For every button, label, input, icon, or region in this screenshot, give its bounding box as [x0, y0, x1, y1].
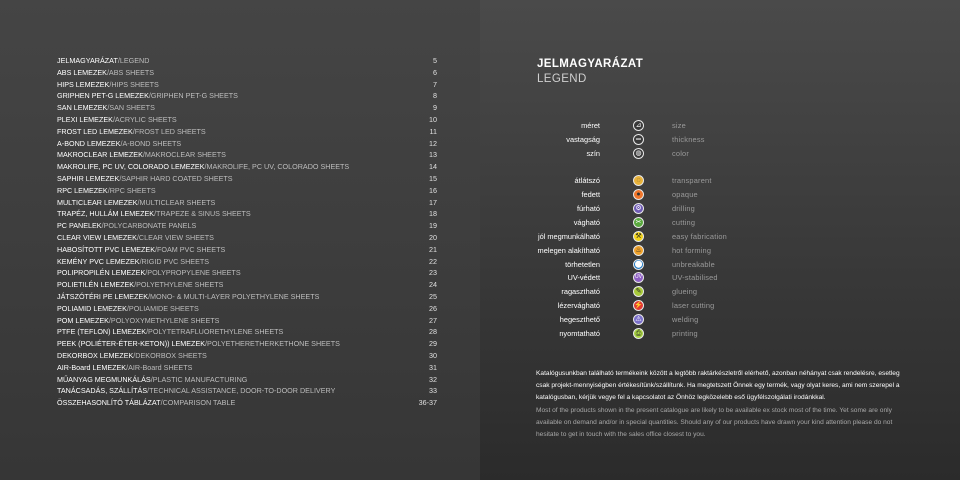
- toc-item-title-hu: POM LEMEZEK: [57, 315, 109, 325]
- legend-item: [480, 273, 960, 285]
- legend-item-label-en: printing: [672, 329, 698, 338]
- toc-item-title-en: /POLYCARBONATE PANELS: [101, 221, 197, 231]
- glue-icon: ✎: [633, 286, 644, 297]
- ruler-icon: ⊿: [633, 120, 644, 131]
- toc-item-title-hu: JÁTSZÓTÉRI PE LEMEZEK: [57, 291, 149, 301]
- toc-item-page: 5: [433, 56, 437, 65]
- toc-item-page: 36-37: [418, 398, 437, 408]
- toc-item-title-en: /AIR-Board SHEETS: [126, 362, 193, 372]
- legend-item-label-en: size: [672, 121, 686, 130]
- toc-item-title-hu: MAKROLIFE, PC UV, COLORADO LEMEZEK: [57, 162, 205, 172]
- toc-item[interactable]: [57, 174, 437, 186]
- legend-item: [480, 204, 960, 216]
- toc-item-title-en: /POLYETHERETHERKETHONE SHEETS: [205, 339, 340, 349]
- toc-item-page: 22: [429, 256, 437, 266]
- toc-item-title-en: /MULTICLEAR SHEETS: [137, 197, 216, 207]
- legend-item-label-en: unbreakable: [672, 260, 715, 269]
- toc-item-page: 31: [429, 362, 437, 372]
- legend-item-label-en: welding: [672, 315, 699, 324]
- toc-item-title: [57, 186, 156, 195]
- toc-item-title: [57, 245, 225, 254]
- toc-item-title: [57, 80, 159, 89]
- toc-item-title-hu: SAN LEMEZEK: [57, 103, 108, 113]
- toc-item-page: 20: [429, 232, 437, 242]
- toc-item-title-hu: CLEAR VIEW LEMEZEK: [57, 232, 137, 242]
- toc-item[interactable]: [57, 386, 437, 398]
- toc-item-title-hu: RPC LEMEZEK: [57, 185, 108, 195]
- toc-item-title: [57, 375, 247, 384]
- toc-item-title-hu: ÖSSZEHASONLÍTÓ TÁBLÁZAT: [57, 398, 161, 408]
- toc-item-title-hu: MŰANYAG MEGMUNKÁLÁS: [57, 374, 151, 384]
- toc-item-title-en: /SAPHIR HARD COATED SHEETS: [119, 173, 233, 183]
- toc-item-title-en: /ACRYLIC SHEETS: [112, 114, 177, 124]
- toc-item-title-hu: SAPHIR LEMEZEK: [57, 173, 120, 183]
- legend-item-label-en: laser cutting: [672, 301, 715, 310]
- welding-icon: ⚠: [633, 314, 644, 325]
- thickness-icon: ═: [633, 134, 644, 145]
- toc-item-title-hu: MAKROCLEAR LEMEZEK: [57, 150, 143, 160]
- toc-item-title-en: /DEKORBOX SHEETS: [133, 350, 207, 360]
- toc-item-page: 10: [429, 114, 437, 124]
- toc-item-page: 14: [429, 162, 437, 172]
- legend-subtitle: LEGEND: [537, 73, 587, 85]
- toc-item-title-hu: POLIPROPILÉN LEMEZEK: [57, 268, 146, 278]
- toc-item-title: [57, 150, 226, 159]
- legend-item-label-hu: nyomtatható: [559, 329, 600, 338]
- toc-item-page: 12: [429, 138, 437, 148]
- toc-item-page: 28: [429, 327, 437, 337]
- toc-item-page: 18: [429, 209, 437, 219]
- toc-item-title-en: /MAKROCLEAR SHEETS: [142, 150, 226, 160]
- toc-item-title-en: /MAKROLIFE, PC UV, COLORADO SHEETS: [204, 162, 350, 172]
- toc-item[interactable]: [57, 127, 437, 139]
- toc-item[interactable]: [57, 150, 437, 162]
- toc-item[interactable]: [57, 292, 437, 304]
- opaque-icon: ●: [633, 189, 644, 200]
- toc-item-title-en: /RIGID PVC SHEETS: [139, 256, 210, 266]
- toc-item-page: 19: [429, 221, 437, 231]
- toc-item[interactable]: [57, 198, 437, 210]
- toc-item[interactable]: [57, 162, 437, 174]
- toc-item-page: 25: [429, 291, 437, 301]
- toc-item[interactable]: [57, 268, 437, 280]
- toc-item-title-en: /LEGEND: [117, 56, 150, 65]
- legend-item: [480, 176, 960, 188]
- toc-item[interactable]: [57, 316, 437, 328]
- transparent-icon: ◌: [633, 175, 644, 186]
- legend-item: [480, 287, 960, 299]
- toc-item[interactable]: [57, 186, 437, 198]
- toc-item-title-en: /HIPS SHEETS: [109, 79, 159, 89]
- toc-item[interactable]: [57, 80, 437, 92]
- legend-item: [480, 315, 960, 327]
- legend-item-label-hu: vágható: [573, 218, 600, 227]
- toc-item-title-en: /MONO- & MULTI-LAYER POLYETHYLENE SHEETS: [148, 291, 320, 301]
- laser-icon: ⚡: [634, 302, 643, 309]
- legend-item-label-en: opaque: [672, 190, 698, 199]
- toc-item-title-en: /SAN SHEETS: [107, 103, 155, 113]
- toc-item-title-en: /POLIAMIDE SHEETS: [126, 303, 199, 313]
- toc-item[interactable]: [57, 304, 437, 316]
- legend-item: [480, 246, 960, 258]
- toc-item-title-en: /POLYTETRAFLUORETHYLENE SHEETS: [146, 327, 284, 337]
- toc-item-title-hu: FROST LED LEMEZEK: [57, 126, 133, 136]
- legend-item-label-en: cutting: [672, 218, 696, 227]
- legend-item: [480, 218, 960, 230]
- toc-item-title: [57, 56, 149, 65]
- toc-item-page: 11: [429, 126, 437, 136]
- toc-item-page: 8: [433, 91, 437, 101]
- toc-item-title-en: /CLEAR VIEW SHEETS: [136, 232, 214, 242]
- toc-item-title-hu: KEMÉNY PVC LEMEZEK: [57, 256, 140, 266]
- table-of-contents: [57, 56, 437, 410]
- toc-item-title-hu: PC PANELEK: [57, 221, 102, 231]
- legend-item-label-en: color: [672, 149, 690, 158]
- toc-item-title-hu: TRAPÉZ, HULLÁM LEMEZEK: [57, 209, 155, 219]
- legend-item: [480, 329, 960, 341]
- legend-item-label-hu: jól megmunkálható: [537, 232, 600, 241]
- saw-icon: ✂: [633, 217, 644, 228]
- toc-item-title-en: /POLYETHYLENE SHEETS: [134, 280, 224, 290]
- toc-item-title: [57, 339, 340, 348]
- legend-item-label-hu: vastagság: [566, 135, 600, 144]
- availability-note-en: Most of the products shown in the present catalogue are likely to be available ex stock most of the time. Yet some are only available on demand and/or in special quantities. Should any of our products have drawn your kind attention please do not hesitate to get in touch with the sales office closest to you.: [536, 407, 893, 438]
- toc-item-title-en: /PLASTIC MANUFACTURING: [150, 374, 248, 384]
- legend-item-label-hu: törhetetlen: [565, 260, 600, 269]
- toc-item[interactable]: [57, 327, 437, 339]
- toc-item-title-en: /TECHNICAL ASSISTANCE, DOOR-TO-DOOR DELIVERY: [147, 386, 336, 396]
- toc-item[interactable]: [57, 257, 437, 269]
- tools-icon: ⚒: [633, 231, 644, 242]
- toc-item[interactable]: [57, 56, 437, 68]
- toc-item-title-en: /FROST LED SHEETS: [132, 126, 206, 136]
- toc-item-title: [57, 139, 181, 148]
- toc-item[interactable]: [57, 115, 437, 127]
- toc-item[interactable]: [57, 103, 437, 115]
- toc-item[interactable]: [57, 245, 437, 257]
- toc-item-page: 15: [429, 173, 437, 183]
- legend-item-label-en: easy fabrication: [672, 232, 727, 241]
- toc-item-title: [57, 233, 214, 242]
- toc-item-title-hu: HIPS LEMEZEK: [57, 79, 110, 89]
- toc-item-title-hu: POLIETILÉN LEMEZEK: [57, 280, 135, 290]
- toc-item-title: [57, 127, 206, 136]
- legend-item-label-hu: melegen alakítható: [537, 246, 600, 255]
- toc-item-title-hu: MULTICLEAR LEMEZEK: [57, 197, 138, 207]
- toc-item-title: [57, 268, 241, 277]
- unbreakable-icon: ⬤: [634, 261, 643, 268]
- legend-item-label-hu: méret: [581, 121, 600, 130]
- drill-icon: ⚙: [633, 203, 644, 214]
- toc-item-title-hu: HABOSÍTOTT PVC LEMEZEK: [57, 244, 155, 254]
- legend-item: [480, 260, 960, 272]
- legend-item-label-hu: fúrható: [576, 204, 600, 213]
- toc-item[interactable]: [57, 233, 437, 245]
- toc-item-page: 21: [429, 244, 437, 254]
- toc-item-title-hu: PEEK (POLIÉTER-ÉTER-KETON)) LEMEZEK: [57, 339, 206, 349]
- toc-item-title: [57, 280, 223, 289]
- toc-item-page: 32: [429, 374, 437, 384]
- legend-item-label-hu: hegeszthető: [559, 315, 600, 324]
- availability-note-hu: Katalógusunkban található termékeink között a legtöbb raktárkészletről elérhető, azonban néhányat csak rendelésre, esetleg csak projekt-mennyiségben értékesítünk/szállítunk. Ha megtetszett Önnek egy termék, vagy olyat keres, ami nem szerepel a katalógusban, kérjük vegye fel a kapcsolatot az Önhöz legközelebb eső ügyfélszolgálati irodánkkal.: [536, 370, 900, 401]
- toc-item-title: [57, 363, 192, 372]
- toc-item-title: [57, 68, 154, 77]
- printer-icon: ⎙: [633, 328, 644, 339]
- toc-item-title: [57, 386, 335, 395]
- toc-item-page: 13: [429, 150, 437, 160]
- toc-item-page: 6: [433, 67, 437, 77]
- legend-item-label-en: thickness: [672, 135, 705, 144]
- toc-item-page: 16: [429, 185, 437, 195]
- toc-item-title-hu: A-BOND LEMEZEK: [57, 138, 121, 148]
- uv-icon: UV: [633, 272, 644, 283]
- hot-forming-icon: ♨: [633, 245, 644, 256]
- legend-title: JELMAGYARÁZAT: [537, 58, 644, 70]
- toc-item-page: 7: [433, 79, 437, 89]
- legend-item-label-en: drilling: [672, 204, 695, 213]
- toc-item-title-hu: PLEXI LEMEZEK: [57, 114, 113, 124]
- toc-item[interactable]: [57, 139, 437, 151]
- toc-item[interactable]: [57, 91, 437, 103]
- toc-item-page: 30: [429, 350, 437, 360]
- toc-item[interactable]: [57, 339, 437, 351]
- toc-item-title-en: /ABS SHEETS: [106, 67, 155, 77]
- toc-item-title-en: /POLYOXYMETHYLENE SHEETS: [108, 315, 220, 325]
- toc-item[interactable]: [57, 280, 437, 292]
- toc-item-title: [57, 351, 207, 360]
- toc-item[interactable]: [57, 221, 437, 233]
- toc-item-title: [57, 292, 319, 301]
- toc-item-page: 29: [429, 339, 437, 349]
- toc-item-title: [57, 91, 238, 100]
- toc-item-title-hu: AIR-Board LEMEZEK: [57, 362, 127, 372]
- toc-item-title-hu: GRIPHEN PET-G LEMEZEK: [57, 91, 149, 101]
- toc-item-title-en: /A-BOND SHEETS: [120, 138, 182, 148]
- toc-item-title: [57, 221, 196, 230]
- legend-item: [480, 121, 960, 133]
- toc-item-title-en: /FOAM PVC SHEETS: [155, 244, 226, 254]
- toc-item-page: 17: [429, 197, 437, 207]
- toc-item-title: [57, 316, 219, 325]
- toc-item-page: 9: [433, 103, 437, 113]
- legend-item-label-en: glueing: [672, 287, 698, 296]
- toc-item-title-hu: PTFE (TEFLON) LEMEZEK: [57, 327, 147, 337]
- legend-item-label-hu: UV-védett: [567, 273, 600, 282]
- toc-item-page: 33: [429, 386, 437, 396]
- toc-item-title-hu: TANÁCSADÁS, SZÁLLÍTÁS: [57, 386, 148, 396]
- toc-item[interactable]: [57, 375, 437, 387]
- legend-item-label-en: UV-stabilised: [672, 273, 718, 282]
- legend-item-label-hu: átlátszó: [574, 176, 600, 185]
- toc-item-title-hu: POLIAMID LEMEZEK: [57, 303, 127, 313]
- toc-item-title-hu: ABS LEMEZEK: [57, 67, 107, 77]
- toc-item-title-hu: JELMAGYARÁZAT: [57, 56, 118, 65]
- legend-item-label-hu: ragasztható: [561, 287, 600, 296]
- legend-list: [480, 0, 960, 360]
- legend-item-label-en: transparent: [672, 176, 712, 185]
- legend-item: [480, 190, 960, 202]
- toc-item-title-en: /TRAPEZE & SINUS SHEETS: [154, 209, 251, 219]
- toc-item-title: [57, 327, 283, 336]
- toc-item[interactable]: [57, 209, 437, 221]
- toc-item-title: [57, 198, 215, 207]
- toc-item-title: [57, 398, 235, 407]
- toc-item-title-en: /GRIPHEN PET-G SHEETS: [148, 91, 238, 101]
- toc-item-title-hu: DEKORBOX LEMEZEK: [57, 350, 134, 360]
- toc-item-title-en: /COMPARISON TABLE: [160, 398, 236, 408]
- toc-item[interactable]: [57, 363, 437, 375]
- toc-item-page: 23: [429, 268, 437, 278]
- legend-item: [480, 301, 960, 313]
- legend-item: [480, 149, 960, 161]
- toc-item[interactable]: [57, 398, 437, 410]
- toc-item-title: [57, 103, 155, 112]
- toc-item-page: 24: [429, 280, 437, 290]
- toc-item-page: 27: [429, 315, 437, 325]
- toc-item-title-en: /RPC SHEETS: [107, 185, 156, 195]
- toc-item-title: [57, 257, 209, 266]
- toc-item[interactable]: [57, 351, 437, 363]
- toc-item-title: [57, 304, 199, 313]
- legend-item-label-en: hot forming: [672, 246, 712, 255]
- legend-item-label-hu: lézervágható: [557, 301, 600, 310]
- legend-item: [480, 135, 960, 147]
- toc-item-title: [57, 115, 177, 124]
- toc-item-title: [57, 162, 349, 171]
- toc-item-page: 26: [429, 303, 437, 313]
- toc-item-title-en: /POLYPROPYLENE SHEETS: [145, 268, 241, 278]
- legend-item-label-hu: szín: [586, 149, 600, 158]
- legend-item-label-hu: fedett: [581, 190, 600, 199]
- toc-item[interactable]: [57, 68, 437, 80]
- toc-item-title: [57, 209, 251, 218]
- toc-item-title: [57, 174, 233, 183]
- palette-icon: ◍: [633, 148, 644, 159]
- legend-item: [480, 232, 960, 244]
